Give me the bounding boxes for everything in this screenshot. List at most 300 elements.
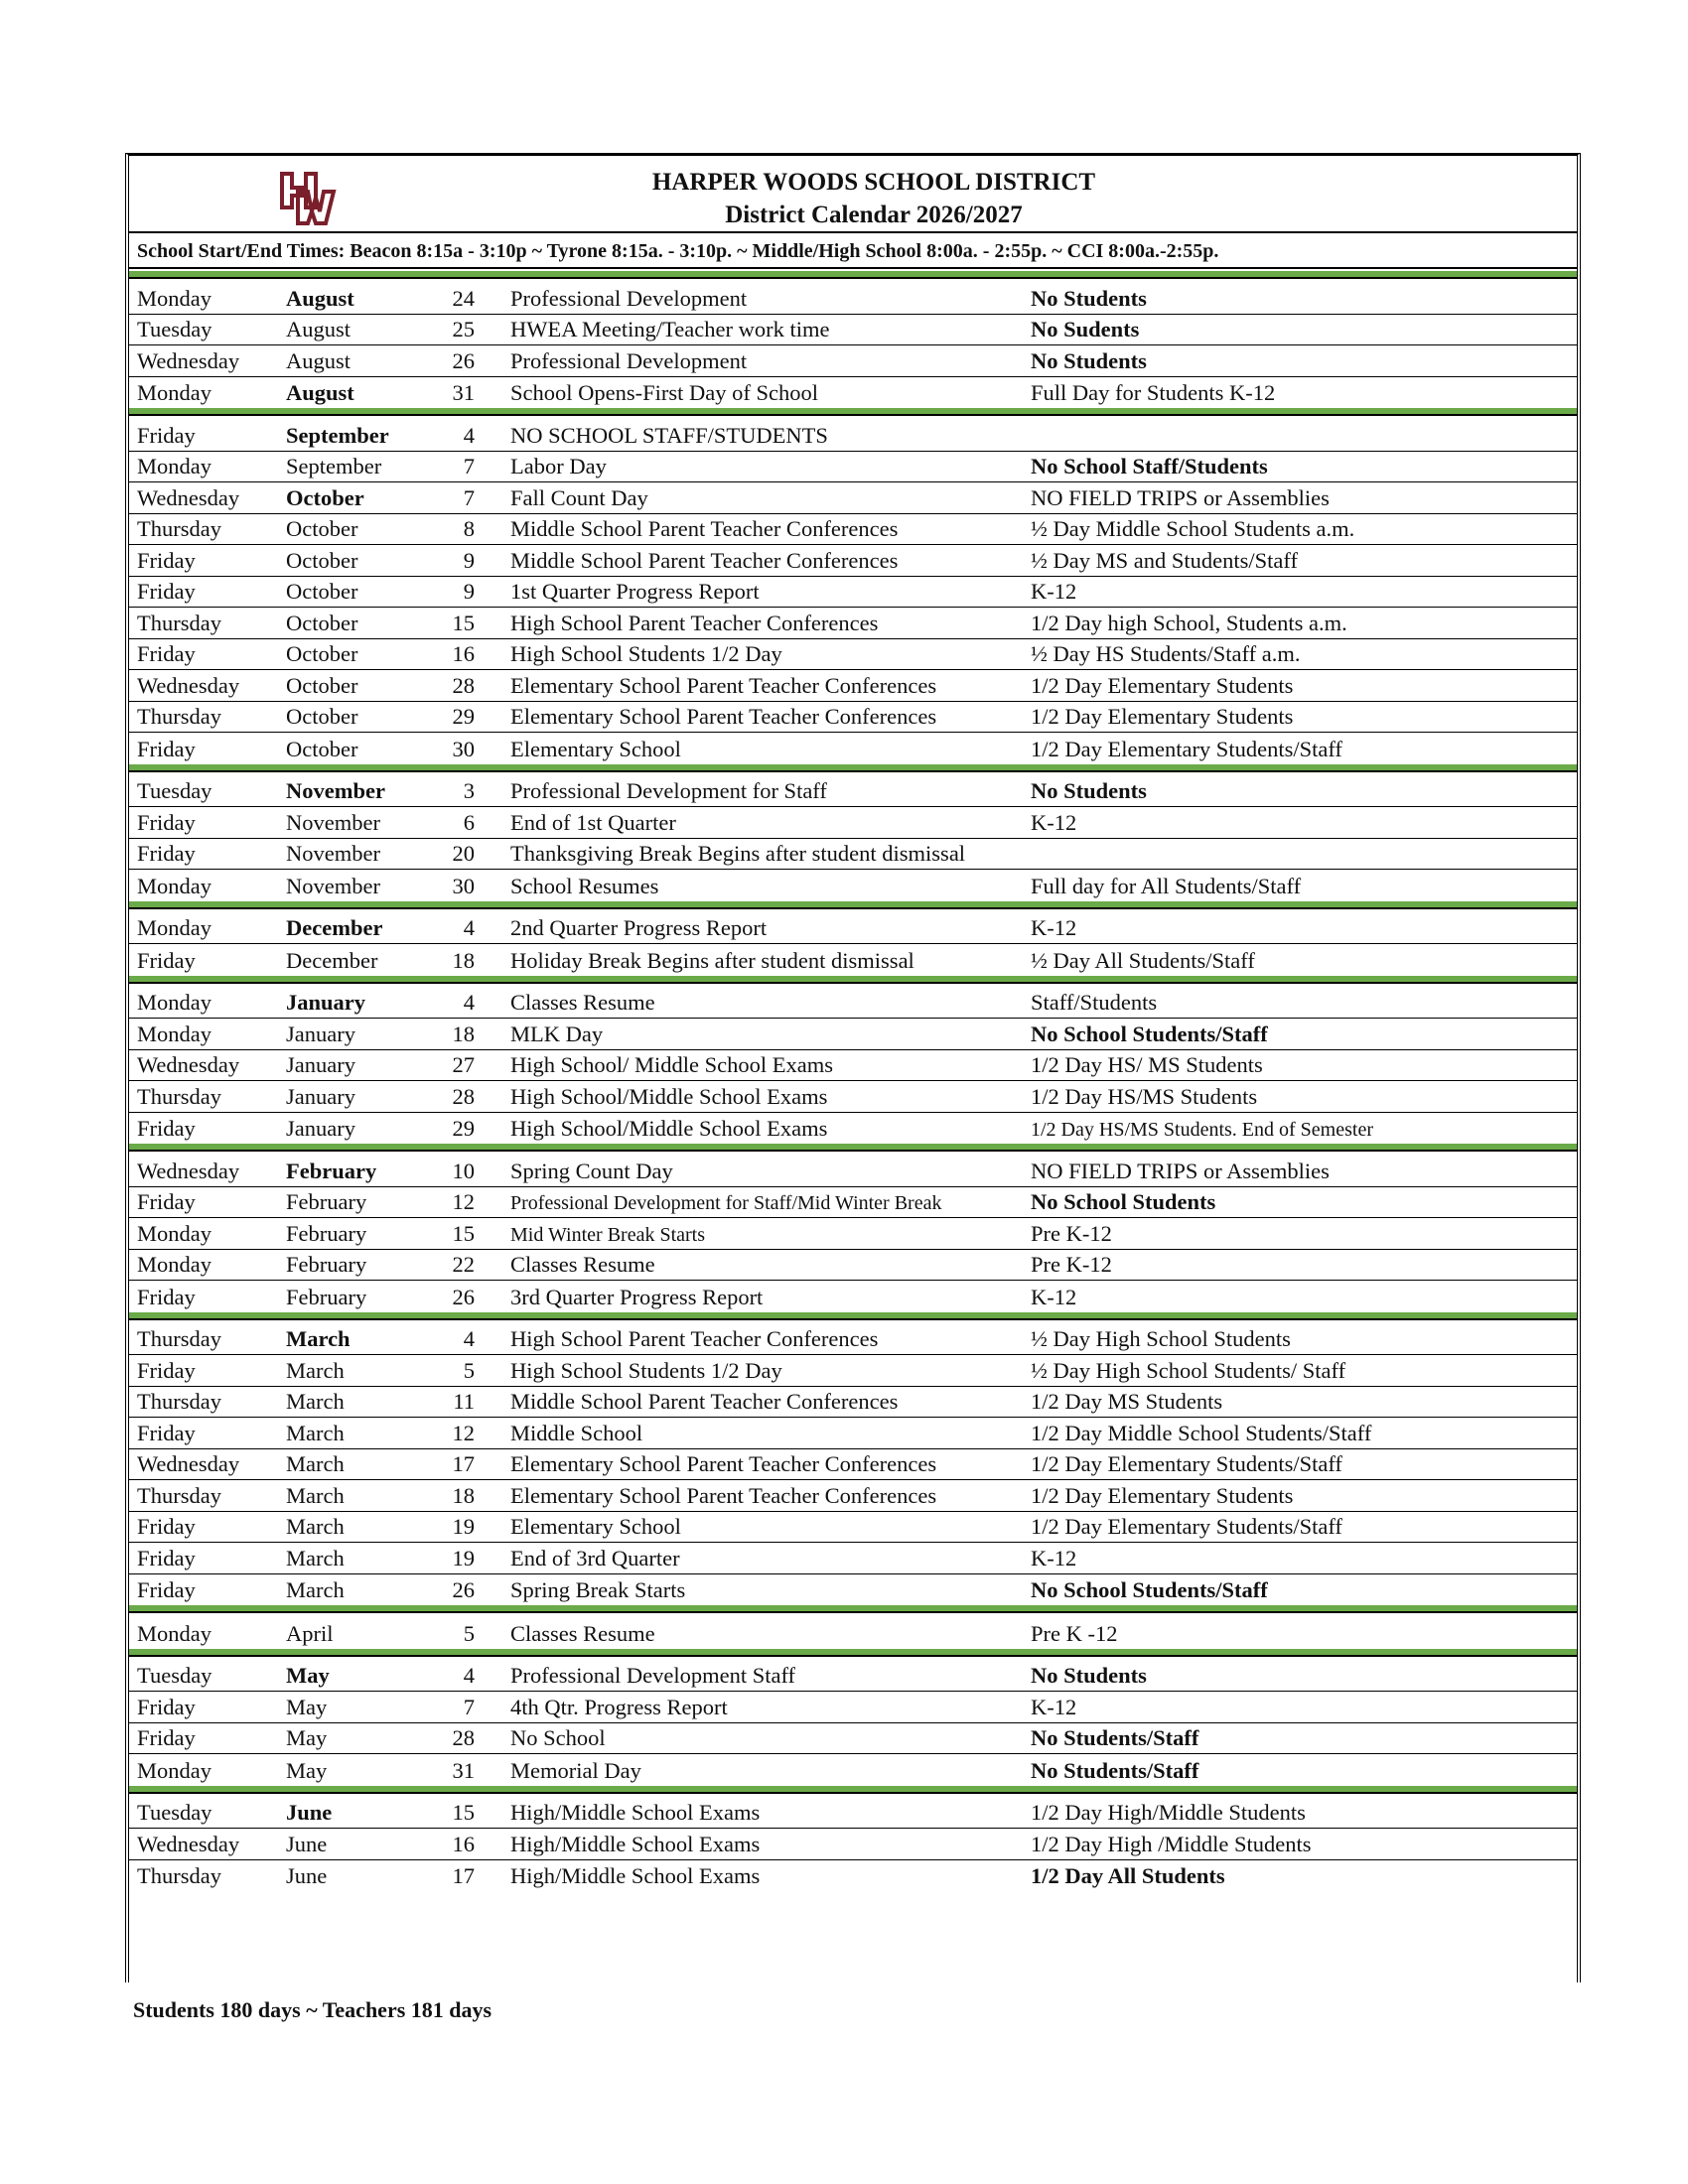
month-cell: August xyxy=(286,317,352,341)
event-cell: Fall Count Day xyxy=(510,484,648,510)
calendar-row xyxy=(129,1281,1577,1312)
day-cell: Friday xyxy=(137,1694,196,1719)
event-cell: Classes Resume xyxy=(510,1620,655,1646)
day-cell: Friday xyxy=(137,1116,196,1141)
note-cell: 1/2 Day high School, Students a.m. xyxy=(1031,610,1347,635)
event-cell: Holiday Break Begins after student dismissal xyxy=(510,947,914,973)
date-cell: 12 xyxy=(452,1420,475,1445)
calendar-row xyxy=(129,944,1577,976)
event-cell: Elementary School Parent Teacher Conferences xyxy=(510,1451,937,1476)
note-cell: 1/2 Day HS/MS Students xyxy=(1031,1083,1258,1109)
date-cell: 16 xyxy=(452,641,475,666)
month-cell: January xyxy=(286,1052,355,1077)
note-cell: No Students/Staff xyxy=(1031,1757,1199,1783)
month-cell: February xyxy=(286,1189,367,1214)
day-cell: Friday xyxy=(137,1545,196,1570)
month-cell: March xyxy=(286,1577,345,1602)
event-cell: End of 1st Quarter xyxy=(510,809,676,835)
note-cell: ½ Day HS Students/Staff a.m. xyxy=(1031,641,1301,666)
note-cell: 1/2 Day Elementary Students xyxy=(1031,704,1294,729)
date-cell: 6 xyxy=(463,809,475,835)
calendar-row xyxy=(129,1187,1577,1219)
event-cell: 4th Qtr. Progress Report xyxy=(510,1694,728,1719)
event-cell: MLK Day xyxy=(510,1021,604,1046)
date-cell: 15 xyxy=(452,1800,475,1825)
month-cell: November xyxy=(286,873,380,898)
event-cell: High School/Middle School Exams xyxy=(510,1083,828,1109)
month-cell: October xyxy=(286,516,358,541)
note-cell: Pre K -12 xyxy=(1031,1620,1118,1646)
event-cell: School Resumes xyxy=(510,873,659,898)
calendar-row xyxy=(129,1250,1577,1282)
event-cell: 2nd Quarter Progress Report xyxy=(510,915,768,940)
calendar-header xyxy=(129,156,1577,233)
note-cell: Full day for All Students/Staff xyxy=(1031,873,1302,898)
note-cell: K-12 xyxy=(1031,579,1077,604)
note-cell: Pre K-12 xyxy=(1031,1252,1112,1277)
date-cell: 30 xyxy=(452,873,475,898)
calendar-row xyxy=(129,1512,1577,1544)
month-cell: February xyxy=(286,1284,367,1309)
month-cell: December xyxy=(286,947,378,973)
date-cell: 20 xyxy=(452,841,475,866)
month-cell: January xyxy=(286,1021,355,1046)
day-cell: Thursday xyxy=(137,1389,221,1414)
month-cell: May xyxy=(286,1694,328,1719)
date-cell: 28 xyxy=(452,1083,475,1109)
month-cell: June xyxy=(286,1800,333,1825)
day-cell: Thursday xyxy=(137,1482,221,1508)
date-cell: 3 xyxy=(463,778,475,803)
calendar-row xyxy=(129,807,1577,839)
day-cell: Friday xyxy=(137,1189,196,1214)
day-cell: Friday xyxy=(137,641,196,666)
note-cell: Staff/Students xyxy=(1031,990,1158,1015)
day-cell: Monday xyxy=(137,990,211,1015)
note-cell: 1/2 Day High /Middle Students xyxy=(1031,1831,1312,1856)
note-cell: No Students xyxy=(1031,347,1147,373)
event-cell: Elementary School xyxy=(510,1514,681,1539)
day-cell: Tuesday xyxy=(137,1800,212,1825)
calendar-row xyxy=(129,1418,1577,1449)
event-cell: High/Middle School Exams xyxy=(510,1800,761,1825)
day-cell: Wednesday xyxy=(137,672,240,698)
title-line-1: HARPER WOODS SCHOOL DISTRICT xyxy=(651,169,1096,196)
month-cell: October xyxy=(286,484,364,510)
note-cell: No School Students/Staff xyxy=(1031,1577,1268,1602)
event-cell: Mid Winter Break Starts xyxy=(510,1223,706,1246)
calendar-row xyxy=(129,1113,1577,1145)
day-cell: Friday xyxy=(137,947,196,973)
month-cell: September xyxy=(286,422,389,448)
calendar-section xyxy=(129,408,1577,764)
event-cell: Elementary School Parent Teacher Conferences xyxy=(510,672,937,698)
date-cell: 29 xyxy=(452,1116,475,1141)
calendar-row xyxy=(129,1387,1577,1419)
calendar-row xyxy=(129,577,1577,609)
month-cell: June xyxy=(286,1831,328,1856)
day-cell: Monday xyxy=(137,873,211,898)
event-cell: 3rd Quarter Progress Report xyxy=(510,1284,764,1309)
month-cell: March xyxy=(286,1545,345,1570)
date-cell: 9 xyxy=(463,547,475,573)
calendar-row xyxy=(129,1156,1577,1187)
event-cell: 1st Quarter Progress Report xyxy=(510,579,760,604)
date-cell: 18 xyxy=(452,947,475,973)
month-cell: March xyxy=(286,1451,345,1476)
event-cell: Middle School Parent Teacher Conferences xyxy=(510,547,899,573)
month-cell: November xyxy=(286,809,380,835)
event-cell: Spring Break Starts xyxy=(510,1577,686,1602)
date-cell: 29 xyxy=(452,704,475,729)
day-cell: Friday xyxy=(137,1577,196,1602)
calendar-row xyxy=(129,545,1577,577)
month-cell: April xyxy=(286,1620,334,1646)
month-cell: March xyxy=(286,1482,345,1508)
date-cell: 16 xyxy=(452,1831,475,1856)
month-cell: June xyxy=(286,1863,328,1888)
calendar-section xyxy=(129,764,1577,901)
event-cell: Elementary School Parent Teacher Conferences xyxy=(510,704,937,729)
day-cell: Friday xyxy=(137,1514,196,1539)
date-cell: 26 xyxy=(452,347,475,373)
date-cell: 28 xyxy=(452,1725,475,1750)
date-cell: 7 xyxy=(463,1694,475,1719)
calendar-row xyxy=(129,776,1577,808)
note-cell: NO FIELD TRIPS or Assemblies xyxy=(1031,1158,1330,1183)
day-cell: Tuesday xyxy=(137,317,212,341)
month-cell: August xyxy=(286,347,352,373)
note-cell: K-12 xyxy=(1031,1284,1077,1309)
note-cell: 1/2 Day High/Middle Students xyxy=(1031,1800,1306,1825)
event-cell: NO SCHOOL STAFF/STUDENTS xyxy=(510,422,828,448)
month-cell: March xyxy=(286,1514,345,1539)
day-cell: Friday xyxy=(137,1357,196,1383)
event-cell: Memorial Day xyxy=(510,1757,641,1783)
note-cell: 1/2 Day Elementary Students xyxy=(1031,1482,1294,1508)
note-cell: K-12 xyxy=(1031,1545,1077,1570)
day-cell: Monday xyxy=(137,1220,211,1246)
note-cell: Full Day for Students K-12 xyxy=(1031,380,1276,405)
note-cell: ½ Day High School Students/ Staff xyxy=(1031,1357,1346,1383)
day-cell: Friday xyxy=(137,841,196,866)
calendar-row xyxy=(129,1019,1577,1050)
day-cell: Monday xyxy=(137,1620,211,1646)
date-cell: 28 xyxy=(452,672,475,698)
month-cell: November xyxy=(286,778,385,803)
note-cell: No Students xyxy=(1031,1663,1147,1688)
month-cell: February xyxy=(286,1220,367,1246)
event-cell: High School Parent Teacher Conferences xyxy=(510,1326,879,1351)
note-cell: Pre K-12 xyxy=(1031,1220,1112,1246)
date-cell: 9 xyxy=(463,579,475,604)
date-cell: 17 xyxy=(452,1863,475,1888)
event-cell: High/Middle School Exams xyxy=(510,1863,761,1888)
note-cell: No School Students/Staff xyxy=(1031,1021,1268,1046)
event-cell: Labor Day xyxy=(510,454,607,478)
date-cell: 18 xyxy=(452,1021,475,1046)
event-cell: Spring Count Day xyxy=(510,1158,673,1183)
day-cell: Wednesday xyxy=(137,347,240,373)
month-cell: January xyxy=(286,1083,355,1109)
month-cell: March xyxy=(286,1326,351,1351)
calendar-row xyxy=(129,839,1577,871)
day-cell: Friday xyxy=(137,1725,196,1750)
month-cell: May xyxy=(286,1663,330,1688)
day-cell: Wednesday xyxy=(137,1052,240,1077)
month-cell: February xyxy=(286,1252,367,1277)
date-cell: 8 xyxy=(463,516,475,541)
month-cell: January xyxy=(286,1116,355,1141)
date-cell: 27 xyxy=(452,1052,475,1077)
date-cell: 31 xyxy=(452,1757,475,1783)
month-cell: October xyxy=(286,672,358,698)
event-cell: Middle School Parent Teacher Conferences xyxy=(510,516,899,541)
date-cell: 4 xyxy=(463,1326,475,1351)
note-cell: NO FIELD TRIPS or Assemblies xyxy=(1031,484,1330,510)
date-cell: 17 xyxy=(452,1451,475,1476)
calendar-row xyxy=(129,639,1577,671)
month-cell: November xyxy=(286,841,380,866)
calendar-row xyxy=(129,1050,1577,1082)
event-cell: Thanksgiving Break Begins after student dismissal xyxy=(510,841,966,866)
month-cell: January xyxy=(286,990,366,1015)
calendar-row xyxy=(129,913,1577,945)
calendar-row xyxy=(129,1692,1577,1723)
page-title xyxy=(129,166,1577,231)
day-cell: Monday xyxy=(137,380,211,405)
calendar-row xyxy=(129,1754,1577,1786)
event-cell: High School/Middle School Exams xyxy=(510,1116,828,1141)
note-cell: 1/2 Day Middle School Students/Staff xyxy=(1031,1420,1372,1445)
month-cell: October xyxy=(286,610,358,635)
month-cell: March xyxy=(286,1389,345,1414)
date-cell: 4 xyxy=(463,990,475,1015)
day-cell: Friday xyxy=(137,579,196,604)
month-cell: December xyxy=(286,915,383,940)
date-cell: 11 xyxy=(453,1389,475,1414)
event-cell: Professional Development Staff xyxy=(510,1663,796,1688)
note-cell: 1/2 Day HS/ MS Students xyxy=(1031,1052,1263,1077)
calendar-row xyxy=(129,1081,1577,1113)
date-cell: 26 xyxy=(452,1284,475,1309)
date-cell: 15 xyxy=(452,610,475,635)
day-cell: Monday xyxy=(137,1757,211,1783)
calendar-section xyxy=(129,901,1577,976)
day-cell: Friday xyxy=(137,1420,196,1445)
event-cell: Professional Development for Staff xyxy=(510,778,827,803)
event-cell: Professional Development for Staff/Mid Winter Break xyxy=(510,1192,942,1214)
day-cell: Thursday xyxy=(137,1083,221,1109)
day-cell: Monday xyxy=(137,454,211,478)
note-cell: ½ Day All Students/Staff xyxy=(1031,947,1255,973)
date-cell: 22 xyxy=(452,1252,475,1277)
school-times: School Start/End Times: Beacon 8:15a - 3:10p ~ Tyrone 8:15a. - 3:10p. ~ Middle/High School 8:00a. - 2:55p. ~ CCI 8:00a.-2:55p. xyxy=(129,233,1577,269)
day-cell: Thursday xyxy=(137,1863,221,1888)
event-cell: Classes Resume xyxy=(510,1252,655,1277)
event-cell: High/Middle School Exams xyxy=(510,1831,761,1856)
note-cell: No Students/Staff xyxy=(1031,1725,1199,1750)
month-cell: September xyxy=(286,454,382,478)
calendar-row xyxy=(129,1480,1577,1512)
date-cell: 19 xyxy=(452,1514,475,1539)
calendar-row xyxy=(129,1449,1577,1481)
event-cell: Middle School Parent Teacher Conferences xyxy=(510,1389,899,1414)
date-cell: 12 xyxy=(452,1189,475,1214)
event-cell: Professional Development xyxy=(510,285,748,311)
date-cell: 4 xyxy=(463,422,475,448)
day-cell: Friday xyxy=(137,809,196,835)
note-cell: ½ Day MS and Students/Staff xyxy=(1031,547,1298,573)
calendar-row xyxy=(129,1723,1577,1755)
event-cell: High School/ Middle School Exams xyxy=(510,1052,833,1077)
day-cell: Thursday xyxy=(137,1326,221,1351)
day-cell: Thursday xyxy=(137,610,221,635)
note-cell: ½ Day High School Students xyxy=(1031,1326,1291,1351)
calendar-row xyxy=(129,702,1577,734)
calendar-section xyxy=(129,1312,1577,1606)
month-cell: October xyxy=(286,704,358,729)
day-cell: Friday xyxy=(137,1284,196,1309)
calendar-row xyxy=(129,1798,1577,1830)
calendar-row xyxy=(129,315,1577,346)
day-cell: Friday xyxy=(137,547,196,573)
note-cell: No School Staff/Students xyxy=(1031,454,1268,478)
calendar-section xyxy=(129,1605,1577,1649)
day-cell: Friday xyxy=(137,736,196,761)
event-cell: High School Students 1/2 Day xyxy=(510,641,782,666)
event-cell: Middle School xyxy=(510,1420,643,1445)
title-line-2: District Calendar 2026/2027 xyxy=(725,202,1023,228)
calendar-section xyxy=(129,1649,1577,1786)
note-cell: 1/2 Day MS Students xyxy=(1031,1389,1223,1414)
month-cell: October xyxy=(286,736,358,761)
calendar-row xyxy=(129,420,1577,452)
month-cell: August xyxy=(286,285,354,311)
day-totals: Students 180 days ~ Teachers 181 days xyxy=(133,1997,492,2022)
calendar-frame xyxy=(125,153,1581,1982)
date-cell: 25 xyxy=(452,317,475,341)
calendar-row xyxy=(129,608,1577,639)
note-cell: K-12 xyxy=(1031,809,1077,835)
calendar-row xyxy=(129,670,1577,702)
month-cell: May xyxy=(286,1725,328,1750)
date-cell: 4 xyxy=(463,1663,475,1688)
event-cell: School Opens-First Day of School xyxy=(510,380,818,405)
note-cell: 1/2 Day All Students xyxy=(1031,1863,1225,1888)
month-cell: October xyxy=(286,641,358,666)
event-cell: No School xyxy=(510,1725,606,1750)
day-cell: Monday xyxy=(137,1252,211,1277)
calendar-row xyxy=(129,1829,1577,1860)
day-cell: Monday xyxy=(137,1021,211,1046)
note-cell: No Sudents xyxy=(1031,317,1140,341)
month-cell: October xyxy=(286,547,358,573)
date-cell: 7 xyxy=(463,454,475,478)
month-cell: August xyxy=(286,380,354,405)
calendar-row xyxy=(129,733,1577,764)
date-cell: 26 xyxy=(452,1577,475,1602)
calendar-row xyxy=(129,377,1577,409)
calendar-row xyxy=(129,283,1577,315)
date-cell: 5 xyxy=(463,1357,475,1383)
calendar-row xyxy=(129,1218,1577,1250)
event-cell: Elementary School xyxy=(510,736,681,761)
event-cell: End of 3rd Quarter xyxy=(510,1545,680,1570)
note-cell: 1/2 Day Elementary Students/Staff xyxy=(1031,1451,1342,1476)
date-cell: 10 xyxy=(452,1158,475,1183)
day-cell: Wednesday xyxy=(137,1451,240,1476)
date-cell: 7 xyxy=(463,484,475,510)
event-cell: Professional Development xyxy=(510,347,748,373)
day-cell: Monday xyxy=(137,915,211,940)
calendar-section xyxy=(129,271,1577,408)
note-cell: No Students xyxy=(1031,778,1147,803)
month-cell: October xyxy=(286,579,358,604)
note-cell: 1/2 Day Elementary Students/Staff xyxy=(1031,1514,1342,1539)
day-cell: Wednesday xyxy=(137,484,240,510)
month-cell: March xyxy=(286,1357,345,1383)
note-cell: K-12 xyxy=(1031,1694,1077,1719)
day-cell: Thursday xyxy=(137,704,221,729)
day-cell: Wednesday xyxy=(137,1831,240,1856)
calendar-section xyxy=(129,976,1577,1145)
event-cell: High School Parent Teacher Conferences xyxy=(510,610,879,635)
note-cell: No School Students xyxy=(1031,1189,1216,1214)
day-cell: Thursday xyxy=(137,516,221,541)
day-cell: Friday xyxy=(137,422,196,448)
calendar-row xyxy=(129,1543,1577,1574)
calendar-row xyxy=(129,1860,1577,1892)
month-cell: March xyxy=(286,1420,345,1445)
date-cell: 5 xyxy=(463,1620,475,1646)
date-cell: 15 xyxy=(452,1220,475,1246)
month-cell: February xyxy=(286,1158,377,1183)
date-cell: 31 xyxy=(452,380,475,405)
event-cell: Elementary School Parent Teacher Conferences xyxy=(510,1482,937,1508)
calendar-row xyxy=(129,1324,1577,1356)
day-cell: Monday xyxy=(137,285,211,311)
day-cell: Tuesday xyxy=(137,1663,212,1688)
day-cell: Tuesday xyxy=(137,778,212,803)
date-cell: 18 xyxy=(452,1482,475,1508)
note-cell: 1/2 Day Elementary Students/Staff xyxy=(1031,736,1342,761)
date-cell: 24 xyxy=(452,285,475,311)
calendar-row xyxy=(129,1355,1577,1387)
note-cell: No Students xyxy=(1031,285,1147,311)
calendar-table xyxy=(129,271,1577,1891)
calendar-row xyxy=(129,870,1577,901)
day-cell: Wednesday xyxy=(137,1158,240,1183)
calendar-row xyxy=(129,1617,1577,1649)
calendar-row xyxy=(129,1574,1577,1606)
calendar-row xyxy=(129,345,1577,377)
month-cell: May xyxy=(286,1757,328,1783)
event-cell: Classes Resume xyxy=(510,990,655,1015)
date-cell: 19 xyxy=(452,1545,475,1570)
calendar-row xyxy=(129,1661,1577,1693)
event-cell: High School Students 1/2 Day xyxy=(510,1357,782,1383)
date-cell: 30 xyxy=(452,736,475,761)
calendar-section xyxy=(129,1144,1577,1312)
calendar-row xyxy=(129,988,1577,1020)
note-cell: K-12 xyxy=(1031,915,1077,940)
calendar-row xyxy=(129,482,1577,514)
calendar-row xyxy=(129,452,1577,483)
note-cell: ½ Day Middle School Students a.m. xyxy=(1031,516,1355,541)
note-cell: 1/2 Day Elementary Students xyxy=(1031,672,1294,698)
event-cell: HWEA Meeting/Teacher work time xyxy=(510,317,830,341)
